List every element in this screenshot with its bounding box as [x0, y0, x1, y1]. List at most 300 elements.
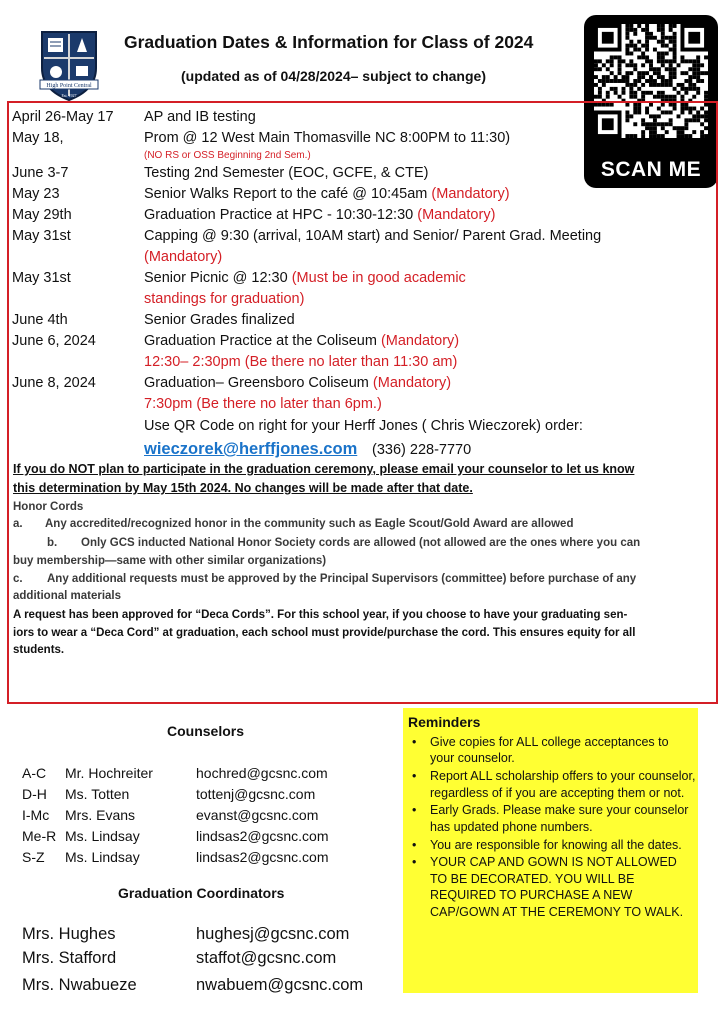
- qr-module: [633, 95, 637, 99]
- qr-module: [669, 24, 673, 28]
- honor-cords-c: Any additional requests must be approved by the Principal Supervisors (committee) before purchase of any: [47, 573, 637, 585]
- qr-module: [657, 55, 661, 59]
- qr-module: [673, 36, 677, 40]
- coordinator-name: Mrs. Stafford: [22, 949, 117, 967]
- qr-module: [622, 75, 626, 79]
- qr-module: [606, 91, 610, 95]
- qr-module: [629, 44, 633, 48]
- qr-module: [618, 95, 622, 99]
- qr-module: [614, 91, 618, 95]
- qr-module: [618, 59, 622, 63]
- qr-module: [594, 95, 598, 99]
- qr-module: [692, 95, 696, 99]
- qr-module: [610, 55, 614, 59]
- qr-module: [700, 79, 704, 83]
- qr-module: [661, 24, 665, 28]
- qr-module: [669, 71, 673, 75]
- qr-module: [673, 67, 677, 71]
- qr-module: [673, 48, 677, 52]
- qr-module: [645, 36, 649, 40]
- qr-module: [641, 83, 645, 87]
- qr-module: [598, 79, 602, 83]
- qr-module: [657, 95, 661, 99]
- qr-module: [618, 79, 622, 83]
- qr-module: [649, 63, 653, 67]
- counselor-email: lindsas2@gcsnc.com: [196, 828, 329, 844]
- qr-module: [649, 32, 653, 36]
- qr-module: [618, 55, 622, 59]
- qr-module: [610, 71, 614, 75]
- qr-module: [653, 48, 657, 52]
- qr-module: [618, 71, 622, 75]
- qr-module: [673, 95, 677, 99]
- qr-module: [661, 75, 665, 79]
- schedule-date: June 6, 2024: [12, 333, 96, 349]
- reminders-box: [403, 708, 698, 993]
- qr-module: [625, 44, 629, 48]
- qr-module: [692, 71, 696, 75]
- qr-module: [629, 24, 633, 28]
- reminder-item: • Early Grads. Please make sure your counselor has updated phone numbers.: [408, 802, 696, 835]
- qr-module: [696, 63, 700, 67]
- qr-module: [665, 79, 669, 83]
- qr-module: [700, 71, 704, 75]
- counselor-name: Ms. Lindsay: [65, 828, 140, 844]
- qr-module: [657, 59, 661, 63]
- deca-cords-line2: iors to wear a “Deca Cord” at graduation, each school must provide/purchase the cord. This ensures equity for all: [13, 627, 636, 639]
- qr-module: [625, 32, 629, 36]
- schedule-event: Senior Walks Report to the café @ 10:45am: [144, 186, 432, 202]
- qr-module: [688, 32, 700, 44]
- qr-module: [665, 67, 669, 71]
- honor-cords-a: Any accredited/recognized honor in the community such as Eagle Scout/Gold Award are allowed: [45, 518, 574, 530]
- counselor-name: Ms. Totten: [65, 786, 130, 802]
- qr-module: [688, 75, 692, 79]
- qr-module: [637, 40, 641, 44]
- qr-module: [692, 67, 696, 71]
- counselor-email: evanst@gcsnc.com: [196, 807, 319, 823]
- qr-module: [704, 71, 708, 75]
- qr-module: [629, 40, 633, 44]
- deca-cords-line3: students.: [13, 644, 65, 656]
- qr-module: [633, 28, 637, 32]
- qr-module: [610, 63, 614, 67]
- reminder-item: • You are responsible for knowing all the dates.: [408, 837, 696, 853]
- qr-module: [622, 87, 626, 91]
- counselor-range: A-C: [22, 765, 47, 781]
- qr-module: [645, 32, 649, 36]
- qr-module: [661, 28, 665, 32]
- qr-module: [665, 59, 669, 63]
- qr-module: [645, 24, 649, 28]
- mandatory-flag: (Mandatory): [417, 207, 496, 223]
- coordinators-heading: Graduation Coordinators: [118, 885, 285, 901]
- qr-module: [688, 79, 692, 83]
- qr-module: [653, 36, 657, 40]
- qr-module: [669, 95, 673, 99]
- qr-module: [673, 59, 677, 63]
- qr-module: [669, 79, 673, 83]
- qr-module: [657, 67, 661, 71]
- qr-module: [688, 59, 692, 63]
- qr-module: [696, 79, 700, 83]
- qr-module: [633, 44, 637, 48]
- qr-module: [653, 67, 657, 71]
- qr-module: [669, 28, 673, 32]
- qr-module: [622, 59, 626, 63]
- counselors-heading: Counselors: [167, 723, 245, 739]
- qr-module: [641, 44, 645, 48]
- qr-module: [598, 67, 602, 71]
- qr-module: [669, 48, 673, 52]
- mandatory-flag: (Mandatory): [372, 375, 452, 391]
- qr-module: [602, 63, 606, 67]
- counselor-row: [22, 786, 362, 804]
- qr-module: [700, 63, 704, 67]
- qr-module: [633, 63, 637, 67]
- qr-module: [645, 71, 649, 75]
- qr-module: [649, 59, 653, 63]
- qr-module: [692, 63, 696, 67]
- qr-module: [629, 59, 633, 63]
- coordinator-email: staffot@gcsnc.com: [196, 949, 337, 967]
- qr-module: [641, 75, 645, 79]
- qr-module: [669, 83, 673, 87]
- qr-module: [641, 55, 645, 59]
- qr-module: [688, 83, 692, 87]
- qr-module: [684, 87, 688, 91]
- qr-module: [696, 87, 700, 91]
- qr-module: [653, 71, 657, 75]
- qr-module: [653, 83, 657, 87]
- qr-module: [673, 44, 677, 48]
- counselor-name: Mr. Hochreiter: [65, 765, 153, 781]
- qr-module: [629, 63, 633, 67]
- qr-module: [696, 55, 700, 59]
- coordinator-row: [22, 976, 382, 996]
- schedule-date: June 4th: [12, 312, 68, 328]
- mandatory-flag: (Mandatory): [144, 249, 223, 265]
- qr-module: [673, 32, 677, 36]
- prom-note: (NO RS or OSS Beginning 2nd Sem.): [144, 150, 311, 161]
- qr-module: [625, 83, 629, 87]
- schedule-date: May 18,: [12, 130, 64, 146]
- qr-module: [594, 63, 598, 67]
- schedule-date: May 23: [12, 186, 60, 202]
- qr-module: [661, 55, 665, 59]
- qr-module: [669, 59, 673, 63]
- qr-module: [649, 91, 653, 95]
- qr-module: [649, 83, 653, 87]
- qr-module: [661, 44, 665, 48]
- qr-module: [673, 55, 677, 59]
- schedule-date: June 3-7: [12, 165, 69, 181]
- qr-module: [669, 67, 673, 71]
- qr-module: [610, 87, 614, 91]
- schedule-date: May 29th: [12, 207, 72, 223]
- schedule-event: Graduation– Greensboro Coliseum: [144, 375, 373, 391]
- counselor-email: lindsas2@gcsnc.com: [196, 849, 329, 865]
- qr-module: [661, 95, 665, 99]
- qr-module: [665, 95, 669, 99]
- qr-module: [641, 91, 645, 95]
- honor-cords-b-marker: b.: [47, 537, 58, 549]
- herff-jones-email-link[interactable]: wieczorek@herffjones.com: [144, 440, 358, 458]
- qr-module: [673, 75, 677, 79]
- qr-module: [677, 91, 681, 95]
- qr-module: [625, 63, 629, 67]
- qr-module: [665, 44, 669, 48]
- qr-module: [625, 79, 629, 83]
- graduation-time-note: 7:30pm (Be there no later than 6pm.): [144, 396, 382, 412]
- qr-module: [645, 79, 649, 83]
- qr-module: [633, 48, 637, 52]
- qr-module: [657, 40, 661, 44]
- herff-jones-instructions: Use QR Code on right for your Herff Jones ( Chris Wieczorek) order:: [144, 418, 583, 434]
- requirement-flag: (Must be in good academic: [291, 270, 466, 286]
- qr-module: [661, 91, 665, 95]
- qr-module: [673, 71, 677, 75]
- qr-module: [680, 55, 684, 59]
- mandatory-flag: (Mandatory): [431, 186, 510, 202]
- qr-module: [625, 52, 629, 56]
- qr-module: [684, 59, 688, 63]
- qr-module: [598, 59, 602, 63]
- qr-module: [669, 63, 673, 67]
- qr-module: [684, 79, 688, 83]
- qr-module: [641, 28, 645, 32]
- qr-module: [641, 63, 645, 67]
- qr-module: [649, 67, 653, 71]
- schedule-event: Senior Picnic @ 12:30: [144, 270, 292, 286]
- qr-module: [598, 95, 602, 99]
- schedule-event: Senior Grades finalized: [144, 312, 295, 328]
- counselor-range: Me-R: [22, 828, 57, 844]
- qr-module: [704, 55, 708, 59]
- coordinator-row: [22, 949, 382, 969]
- qr-module: [665, 52, 669, 56]
- qr-module: [629, 87, 633, 91]
- qr-module: [657, 52, 661, 56]
- honor-cords-b: Only GCS inducted National Honor Society cords are allowed (not allowed are the ones where you can: [81, 537, 641, 549]
- qr-module: [704, 91, 708, 95]
- coordinator-email: hughesj@gcsnc.com: [196, 925, 350, 943]
- qr-module: [661, 40, 665, 44]
- qr-module: [602, 32, 614, 44]
- qr-module: [629, 52, 633, 56]
- qr-module: [661, 63, 665, 67]
- qr-module: [641, 52, 645, 56]
- qr-module: [684, 71, 688, 75]
- qr-module: [657, 83, 661, 87]
- qr-module: [633, 91, 637, 95]
- counselor-range: D-H: [22, 786, 47, 802]
- reminders-list: [408, 734, 696, 921]
- qr-module: [629, 95, 633, 99]
- qr-module: [680, 83, 684, 87]
- coordinator-email: nwabuem@gcsnc.com: [196, 976, 364, 994]
- qr-module: [673, 40, 677, 44]
- qr-module: [645, 44, 649, 48]
- qr-module: [692, 75, 696, 79]
- qr-module: [688, 87, 692, 91]
- qr-module: [653, 95, 657, 99]
- qr-module: [692, 59, 696, 63]
- coordinator-name: Mrs. Nwabueze: [22, 976, 137, 994]
- coordinator-name: Mrs. Hughes: [22, 925, 116, 943]
- qr-module: [673, 24, 677, 28]
- qr-module: [606, 75, 610, 79]
- qr-module: [594, 83, 598, 87]
- qr-module: [610, 59, 614, 63]
- counselor-row: [22, 849, 362, 867]
- qr-module: [614, 55, 618, 59]
- qr-module: [688, 67, 692, 71]
- requirement-flag-continued: standings for graduation): [144, 291, 305, 307]
- qr-module: [657, 28, 661, 32]
- qr-module: [696, 91, 700, 95]
- qr-module: [622, 91, 626, 95]
- qr-module: [680, 87, 684, 91]
- qr-module: [598, 87, 602, 91]
- qr-module: [594, 75, 598, 79]
- qr-module: [661, 36, 665, 40]
- reminder-item: • YOUR CAP AND GOWN IS NOT ALLOWED TO BE DECORATED. YOU WILL BE REQUIRED TO PURCHASE A NEW CAP/GOWN AT THE CEREMONY TO WALK.: [408, 854, 696, 920]
- schedule-date: May 31st: [12, 228, 71, 244]
- schedule-event: Testing 2nd Semester (EOC, GCFE, & CTE): [144, 165, 429, 181]
- qr-module: [606, 67, 610, 71]
- qr-module: [625, 24, 629, 28]
- counselor-email: tottenj@gcsnc.com: [196, 786, 316, 802]
- qr-module: [645, 55, 649, 59]
- schedule-date: April 26-May 17: [12, 109, 114, 125]
- qr-module: [622, 79, 626, 83]
- schedule-date: June 8, 2024: [12, 375, 96, 391]
- qr-module: [645, 48, 649, 52]
- qr-module: [633, 67, 637, 71]
- counselor-range: I-Mc: [22, 807, 50, 823]
- honor-cords-title: Honor Cords: [13, 501, 84, 513]
- opt-out-warning-line1: If you do NOT plan to participate in the graduation ceremony, please email your counselor to let us know: [13, 462, 635, 476]
- counselor-range: S-Z: [22, 849, 45, 865]
- opt-out-warning-line2: this determination by May 15th 2024. No changes will be made after that date.: [13, 481, 473, 495]
- honor-cords-c-marker: c.: [13, 573, 23, 585]
- crest-established: Est. 1927: [61, 93, 77, 98]
- qr-module: [614, 79, 618, 83]
- qr-module: [625, 48, 629, 52]
- qr-module: [661, 32, 665, 36]
- qr-module: [594, 59, 598, 63]
- qr-module: [669, 40, 673, 44]
- qr-module: [637, 87, 641, 91]
- qr-module: [633, 79, 637, 83]
- schedule-event: Graduation Practice at HPC - 10:30-12:30: [144, 207, 418, 223]
- qr-module: [677, 63, 681, 67]
- schedule-event: Graduation Practice at the Coliseum: [144, 333, 381, 349]
- deca-cords-line1: A request has been approved for “Deca Cords”. For this school year, if you choose to have your graduating sen-: [13, 609, 628, 621]
- counselor-row: [22, 807, 362, 825]
- qr-module: [625, 28, 629, 32]
- qr-module: [610, 79, 614, 83]
- qr-module: [680, 95, 684, 99]
- page-subtitle: (updated as of 04/28/2024– subject to change): [181, 68, 486, 84]
- counselor-row: [22, 828, 362, 846]
- qr-module: [696, 75, 700, 79]
- qr-module: [633, 83, 637, 87]
- school-crest-logo: [38, 28, 100, 102]
- qr-module: [645, 28, 649, 32]
- qr-module: [598, 91, 602, 95]
- page-title: Graduation Dates & Information for Class of 2024: [124, 32, 534, 52]
- qr-module: [637, 75, 641, 79]
- qr-module: [625, 75, 629, 79]
- honor-cords-b-continued: buy membership—same with other similar organizations): [13, 555, 327, 567]
- scan-me-label: SCAN ME: [600, 158, 702, 181]
- qr-module: [673, 87, 677, 91]
- qr-module: [645, 40, 649, 44]
- qr-module: [696, 59, 700, 63]
- counselor-row: [22, 765, 362, 783]
- qr-module: [677, 83, 681, 87]
- qr-module: [665, 83, 669, 87]
- qr-module: [645, 91, 649, 95]
- counselor-email: hochred@gcsnc.com: [196, 765, 328, 781]
- counselor-name: Mrs. Evans: [65, 807, 136, 823]
- schedule-event: Prom @ 12 West Main Thomasville NC 8:00PM to 11:30): [144, 130, 511, 146]
- qr-module: [629, 91, 633, 95]
- qr-module: [645, 59, 649, 63]
- qr-module: [606, 95, 610, 99]
- qr-module: [614, 87, 618, 91]
- qr-module: [625, 36, 629, 40]
- qr-module: [657, 75, 661, 79]
- qr-module: [661, 83, 665, 87]
- counselor-name: Ms. Lindsay: [65, 849, 140, 865]
- honor-cords-c-continued: additional materials: [13, 590, 122, 602]
- coordinator-row: [22, 925, 382, 945]
- qr-module: [704, 95, 708, 99]
- qr-module: [641, 95, 645, 99]
- practice-time-note: 12:30– 2:30pm (Be there no later than 11:30 am): [144, 354, 458, 370]
- honor-cords-a-marker: a.: [13, 518, 23, 530]
- qr-module: [629, 28, 633, 32]
- qr-module: [594, 67, 598, 71]
- qr-module: [657, 71, 661, 75]
- qr-module: [669, 75, 673, 79]
- qr-module: [680, 71, 684, 75]
- qr-module: [618, 63, 622, 67]
- qr-module: [696, 71, 700, 75]
- qr-module: [665, 36, 669, 40]
- qr-module: [633, 32, 637, 36]
- schedule-date: May 31st: [12, 270, 71, 286]
- herff-jones-phone: (336) 228-7770: [372, 442, 472, 458]
- qr-module: [673, 52, 677, 56]
- reminders-heading: Reminders: [408, 714, 481, 730]
- qr-module: [637, 48, 641, 52]
- qr-module: [692, 87, 696, 91]
- qr-module: [684, 91, 688, 95]
- qr-module: [629, 83, 633, 87]
- mandatory-flag: (Mandatory): [380, 333, 460, 349]
- qr-module: [618, 67, 622, 71]
- qr-module: [649, 75, 653, 79]
- qr-module: [602, 79, 606, 83]
- qr-module: [606, 79, 610, 83]
- qr-module: [692, 83, 696, 87]
- qr-module: [602, 83, 606, 87]
- schedule-event: Capping @ 9:30 (arrival, 10AM start) and Senior/ Parent Grad. Meeting: [144, 228, 602, 244]
